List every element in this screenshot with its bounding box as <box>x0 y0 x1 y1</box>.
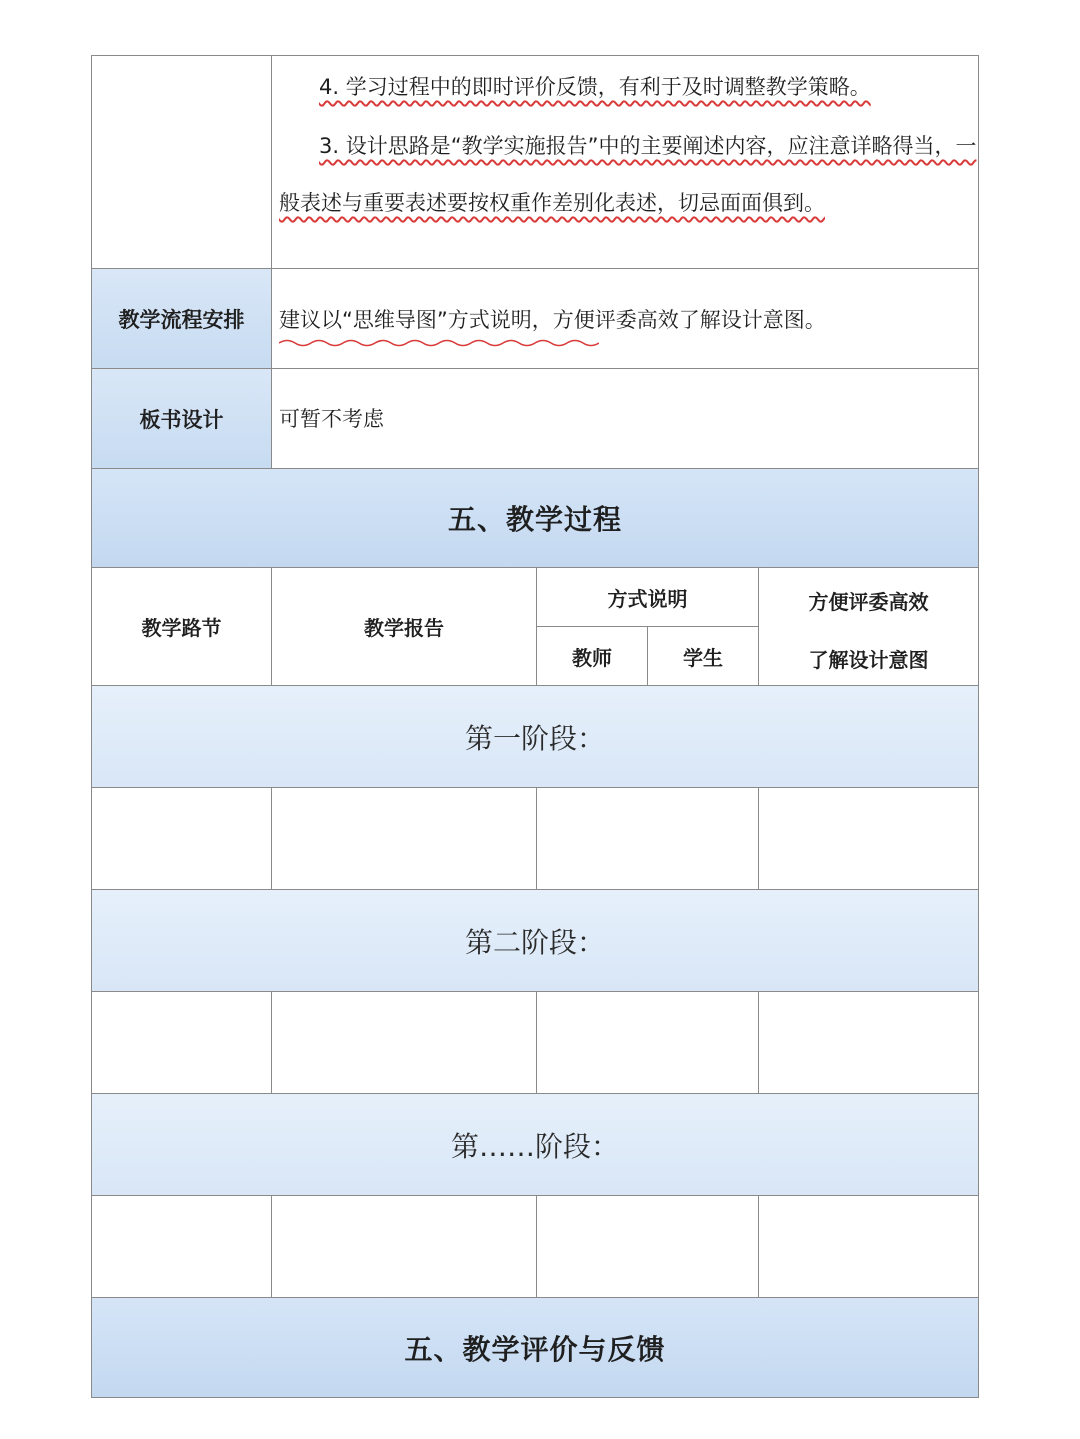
header-col-teacher <box>536 626 648 686</box>
stage-2-title: 第二阶段： <box>464 925 605 959</box>
header-col-student <box>647 626 759 686</box>
stage-2-band <box>91 889 979 992</box>
flow-content-cell <box>271 268 979 369</box>
note-line-3b: 般表述与重要表述要按权重作差别化表述，切忌面面俱到。 <box>279 191 825 215</box>
stage-2-cell-1 <box>91 991 272 1094</box>
teaching-plan-sheet <box>91 55 979 1398</box>
process-section-band <box>91 468 979 568</box>
evaluation-section-title: 五、教学评价与反馈 <box>404 1332 666 1366</box>
stage-n-cell-4 <box>758 1195 979 1298</box>
header-col-segment <box>91 567 272 686</box>
stage-1-cell-1 <box>91 787 272 890</box>
stage-1-title: 第一阶段： <box>464 721 605 755</box>
flow-label-cell <box>91 268 272 369</box>
board-label: 板书设计 <box>139 407 224 432</box>
top-notes-cell <box>271 55 979 269</box>
stage-n-cell-1 <box>91 1195 272 1298</box>
header-col-method <box>536 567 759 627</box>
process-section-title: 五、教学过程 <box>447 503 622 536</box>
stage-1-cell-4 <box>758 787 979 890</box>
header-col-intent <box>758 567 979 686</box>
flow-content: 建议以“思维导图”方式说明，方便评委高效了解设计意图。 <box>279 308 826 332</box>
note-line-4: 4. 学习过程中的即时评价反馈，有利于及时调整教学策略。 <box>319 75 871 99</box>
stage-n-cell-2 <box>271 1195 537 1298</box>
stage-2-cell-2 <box>271 991 537 1094</box>
header-col-intent-line2: 了解设计意图 <box>808 648 929 672</box>
board-label-cell <box>91 368 272 469</box>
stage-1-cell-2 <box>271 787 537 890</box>
header-col-student-label: 学生 <box>683 645 723 670</box>
header-col-method-label: 方式说明 <box>607 586 688 611</box>
flow-label: 教学流程安排 <box>118 307 245 332</box>
flow-wavy-underline <box>279 338 599 348</box>
evaluation-section-band <box>91 1297 979 1398</box>
board-content: 可暂不考虑 <box>279 407 384 431</box>
header-col-segment-label: 教学路节 <box>141 616 222 640</box>
stage-2-cell-3 <box>536 991 759 1094</box>
header-col-report-label: 教学报告 <box>364 616 444 640</box>
stage-n-band <box>91 1093 979 1196</box>
top-left-blank-cell <box>91 55 272 269</box>
stage-2-cell-4 <box>758 991 979 1094</box>
header-col-intent-line1: 方便评委高效 <box>808 590 929 614</box>
stage-n-title: 第……阶段： <box>450 1129 619 1163</box>
header-col-teacher-label: 教师 <box>572 645 612 670</box>
header-col-report <box>271 567 537 686</box>
stage-n-cell-3 <box>536 1195 759 1298</box>
note-line-3a: 3. 设计思路是“教学实施报告”中的主要阐述内容，应注意详略得当，一 <box>319 134 977 158</box>
stage-1-band <box>91 685 979 788</box>
board-content-cell <box>271 368 979 469</box>
stage-1-cell-3 <box>536 787 759 890</box>
